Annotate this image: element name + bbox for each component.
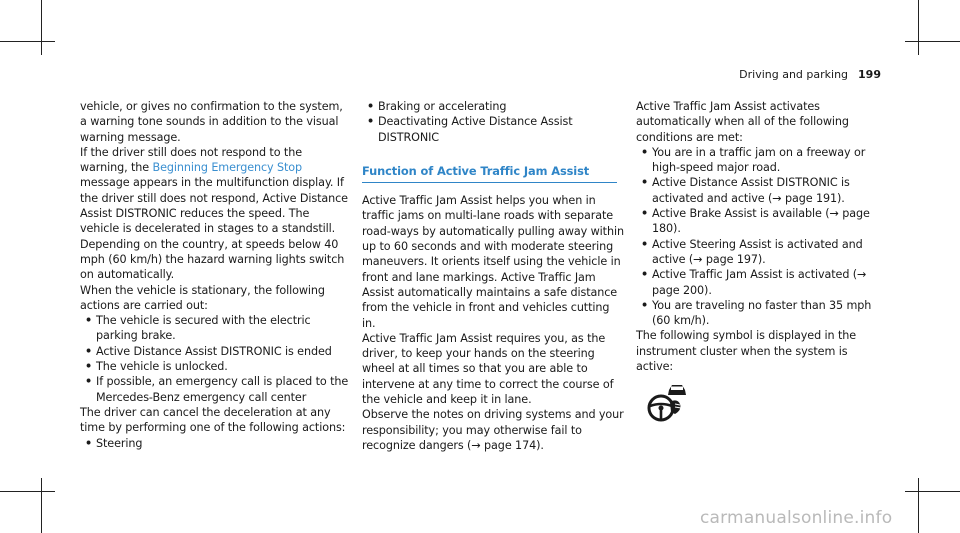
paragraph: Depending on the country, at speeds below 40 mph (60 km/h) the hazard warning lights switch on automatically. bbox=[80, 237, 345, 282]
paragraph: Active Traffic Jam Assist helps you when in traffic jams on multi-lane roads with separate road-ways by automatically pulling away within up to 60 seconds and with moderate steering maneuvers. It orients itself using the vehicle in front and lane markings. Active Traffic Jam Assist automatically maintains a safe distance from the vehicle in front and vehicles cutting in. bbox=[362, 194, 624, 330]
section-title: Driving and parking bbox=[739, 68, 849, 81]
text: message appears in the multifunction display. If the driver still does not respond, Active Distance Assist DISTRONIC reduces the speed. The vehicle is decelerated in stages to a standstill. bbox=[80, 176, 348, 236]
bullet-icon: • bbox=[641, 176, 649, 190]
list-item-text: Active Distance Assist DISTRONIC is activated and active (→ page 191). bbox=[652, 176, 850, 205]
paragraph: vehicle, or gives no confirmation to the system, a warning tone sounds in addition to the visual warning message. bbox=[80, 100, 343, 144]
paragraph: The following symbol is displayed in the instrument cluster when the system is active: bbox=[636, 329, 857, 374]
list-item-text: Active Brake Assist is available (→ page 180). bbox=[652, 207, 870, 236]
crop-mark bbox=[918, 478, 919, 533]
bullet-icon: • bbox=[367, 100, 375, 113]
crop-mark bbox=[918, 0, 919, 55]
list-item bbox=[362, 99, 624, 114]
list-item bbox=[636, 237, 886, 268]
paragraph: Active Traffic Jam Assist requires you, as the driver, to keep your hands on the steering wheel at all times so that you are able to intervene at any time to correct the course of the vehicle and keep it in lane. bbox=[362, 331, 614, 407]
text: If the driver still does not respond to the warning, the bbox=[80, 145, 302, 175]
watermark: carmanualsonline.info bbox=[700, 508, 893, 528]
crop-mark bbox=[905, 491, 960, 492]
list-item bbox=[636, 267, 886, 298]
list-item bbox=[636, 298, 886, 329]
bullet-icon: • bbox=[641, 237, 649, 251]
list-item-text: The vehicle is unlocked. bbox=[96, 360, 228, 374]
bullet-icon: • bbox=[85, 360, 93, 374]
crop-mark bbox=[0, 41, 55, 42]
list-item bbox=[362, 114, 624, 145]
list-item-text: The vehicle is secured with the electric parking brake. bbox=[96, 314, 311, 343]
list-item bbox=[80, 374, 350, 405]
page-header bbox=[739, 68, 881, 81]
list-item bbox=[80, 313, 350, 344]
bullet-icon: • bbox=[367, 115, 375, 129]
crop-mark bbox=[905, 41, 960, 42]
bullet-icon: • bbox=[641, 207, 649, 221]
list-item bbox=[636, 206, 886, 237]
column-3 bbox=[636, 99, 886, 424]
list-item-text: Active Traffic Jam Assist is activated (→ page 200). bbox=[652, 268, 867, 297]
column-2 bbox=[362, 99, 624, 453]
bullet-icon: • bbox=[85, 436, 93, 450]
crop-mark bbox=[41, 478, 42, 533]
bullet-icon: • bbox=[641, 145, 649, 159]
paragraph: Active Traffic Jam Assist activates automatically when all of the following conditions are met: bbox=[636, 100, 849, 144]
list-item-text: Active Steering Assist is activated and active (→ page 197). bbox=[652, 237, 863, 266]
list-item bbox=[636, 175, 886, 206]
list-item bbox=[80, 436, 350, 451]
crop-mark bbox=[0, 491, 55, 492]
bullet-icon: • bbox=[641, 268, 649, 282]
traffic-jam-assist-icon bbox=[644, 384, 690, 424]
paragraph bbox=[80, 145, 350, 237]
bullet-icon: • bbox=[85, 344, 93, 358]
bullet-icon: • bbox=[85, 314, 93, 328]
list-item bbox=[80, 359, 350, 374]
paragraph: The driver can cancel the deceleration at any time by performing one of the following actions: bbox=[80, 405, 346, 435]
crop-mark bbox=[41, 0, 42, 55]
list-item-text: If possible, an emergency call is placed to the Mercedes-Benz emergency call center bbox=[96, 375, 349, 404]
page-number: 199 bbox=[858, 68, 881, 81]
paragraph: Observe the notes on driving systems and your responsibility; you may otherwise fail to recognize dangers (→ page 174). bbox=[362, 408, 624, 452]
column-1 bbox=[80, 99, 350, 451]
list-item-text: Deactivating Active Distance Assist DISTRONIC bbox=[378, 115, 573, 144]
list-item-text: Active Distance Assist DISTRONIC is ended bbox=[96, 344, 332, 358]
list-item-text: Steering bbox=[96, 436, 143, 450]
list-item bbox=[636, 145, 886, 176]
list-item bbox=[80, 344, 350, 359]
bullet-icon: • bbox=[641, 298, 649, 312]
bullet-icon: • bbox=[85, 375, 93, 389]
list-item-text: Braking or accelerating bbox=[378, 100, 507, 113]
message-text: Beginning Emergency Stop bbox=[152, 161, 303, 175]
list-item-text: You are traveling no faster than 35 mph (60 km/h). bbox=[652, 298, 872, 328]
section-heading: Function of Active Traffic Jam Assist bbox=[362, 164, 617, 183]
list-item-text: You are in a traffic jam on a freeway or high-speed major road. bbox=[652, 145, 866, 175]
paragraph: When the vehicle is stationary, the following actions are carried out: bbox=[80, 283, 325, 312]
